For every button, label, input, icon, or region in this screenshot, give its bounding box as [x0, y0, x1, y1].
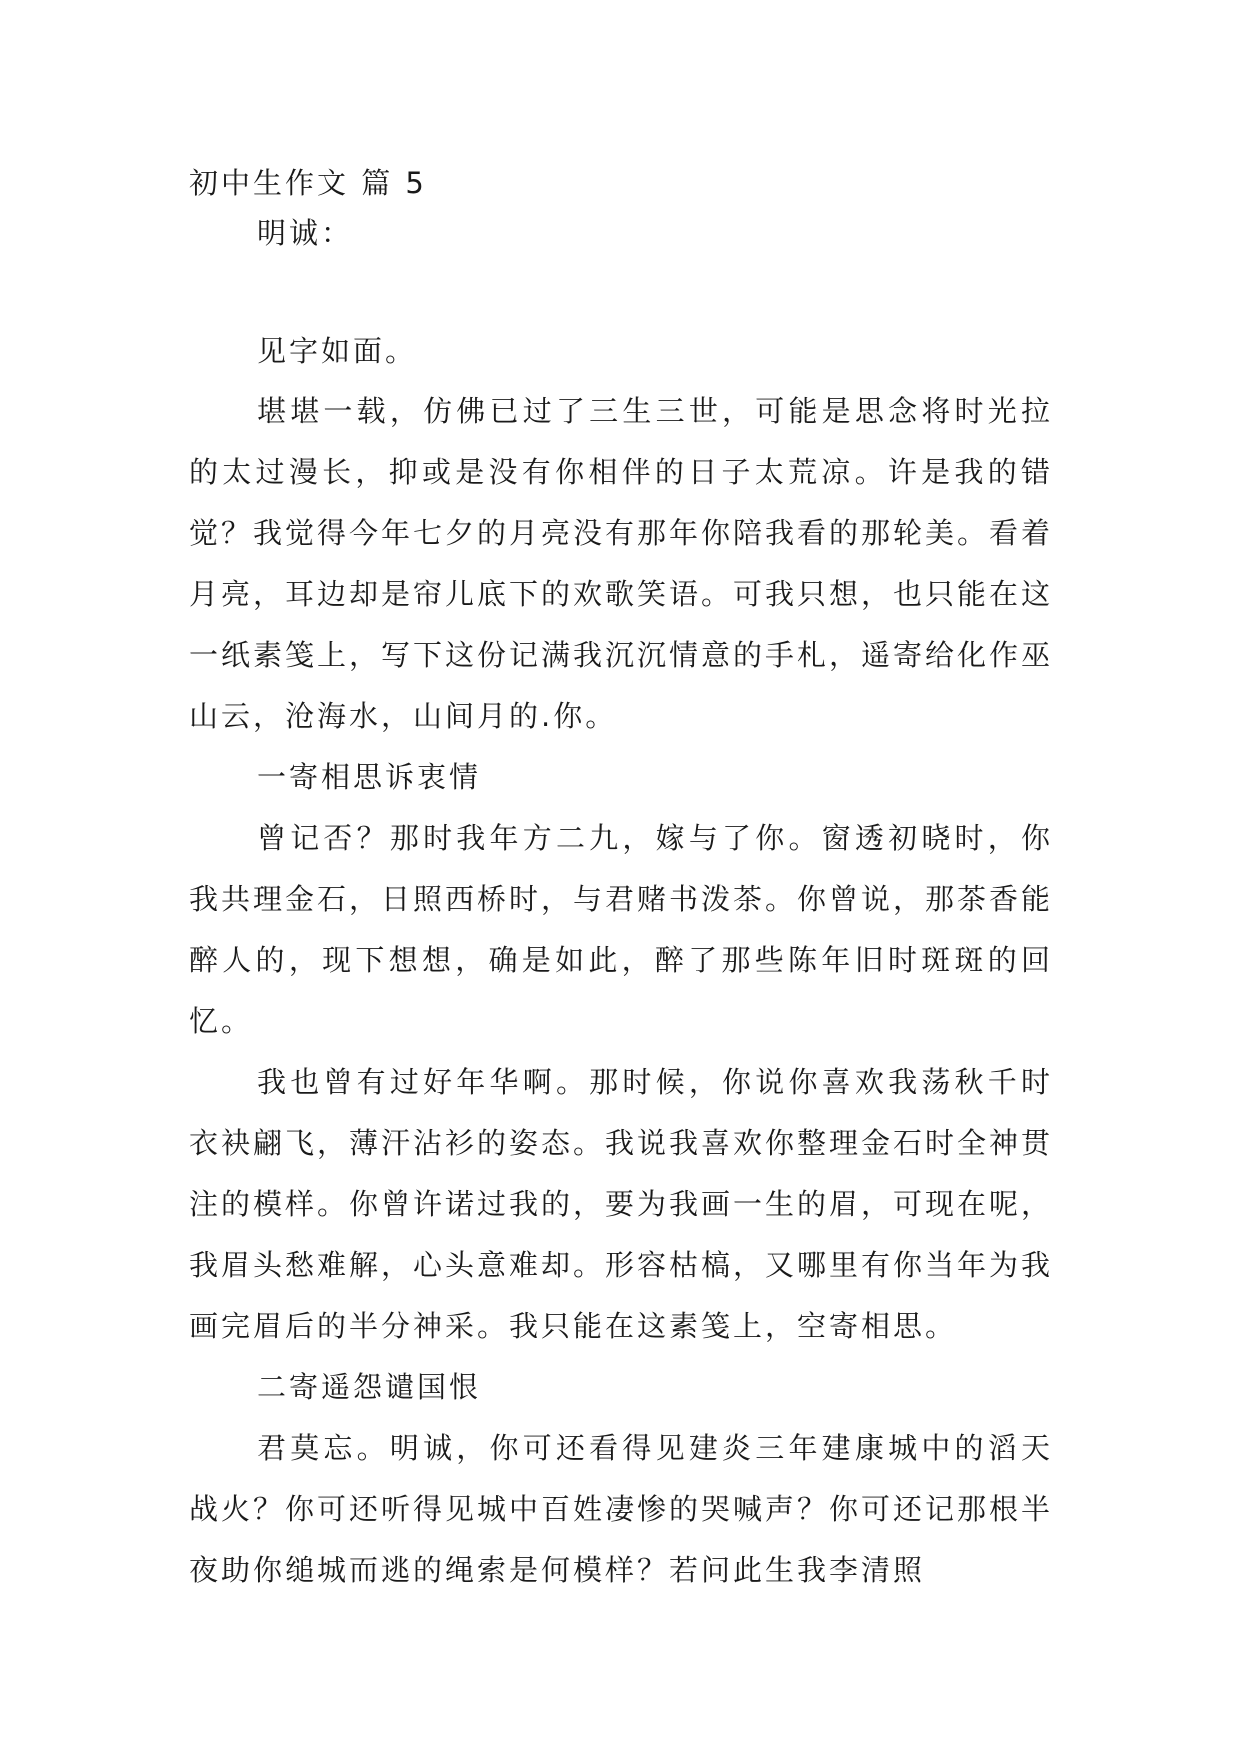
- section-heading-2: 二寄遥怨谴国恨: [257, 1370, 482, 1404]
- section-2-paragraph-1: 君莫忘。明诚，你可还看得见建炎三年建康城中的滔天战火？你可还听得见城中百姓凄惨的哭喊声？你可还记那根半夜助你缒城而逃的绳索是何模样？若问此生我李清照: [189, 1431, 1054, 1587]
- section-1-paragraph-2: 我也曾有过好年华啊。那时候，你说你喜欢我荡秋千时衣袂翩飞，薄汗沾衫的姿态。我说我喜欢你整理金石时全神贯注的模样。你曾许诺过我的，要为我画一生的眉，可现在呢，我眉头愁难解，心头意难却。形容枯槁，又哪里有你当年为我画完眉后的半分神采。我只能在这素笺上，空寄相思。: [189, 1065, 1054, 1343]
- greeting: 见字如面。: [257, 334, 418, 368]
- document-body: [189, 162, 1053, 1601]
- document-title: 初中生作文 篇 5: [189, 166, 427, 200]
- section-heading-1: 一寄相思诉衷情: [257, 760, 482, 794]
- paragraph-intro: 堪堪一载，仿佛已过了三生三世，可能是思念将时光拉的太过漫长，抑或是没有你相伴的日子太荒凉。许是我的错觉？我觉得今年七夕的月亮没有那年你陪我看的那轮美。看着月亮，耳边却是帘儿底下的欢歌笑语。可我只想，也只能在这一纸素笺上，写下这份记满我沉沉情意的手札，遥寄给化作巫山云，沧海水，山间月的.你。: [189, 394, 1054, 733]
- blank-line: [189, 263, 1053, 322]
- section-1-paragraph-1: 曾记否？那时我年方二九，嫁与了你。窗透初晓时，你我共理金石，日照西桥时，与君赌书泼茶。你曾说，那茶香能醉人的，现下想想，确是如此，醉了那些陈年旧时斑斑的回忆。: [189, 821, 1054, 1038]
- salutation: 明诚：: [257, 216, 354, 250]
